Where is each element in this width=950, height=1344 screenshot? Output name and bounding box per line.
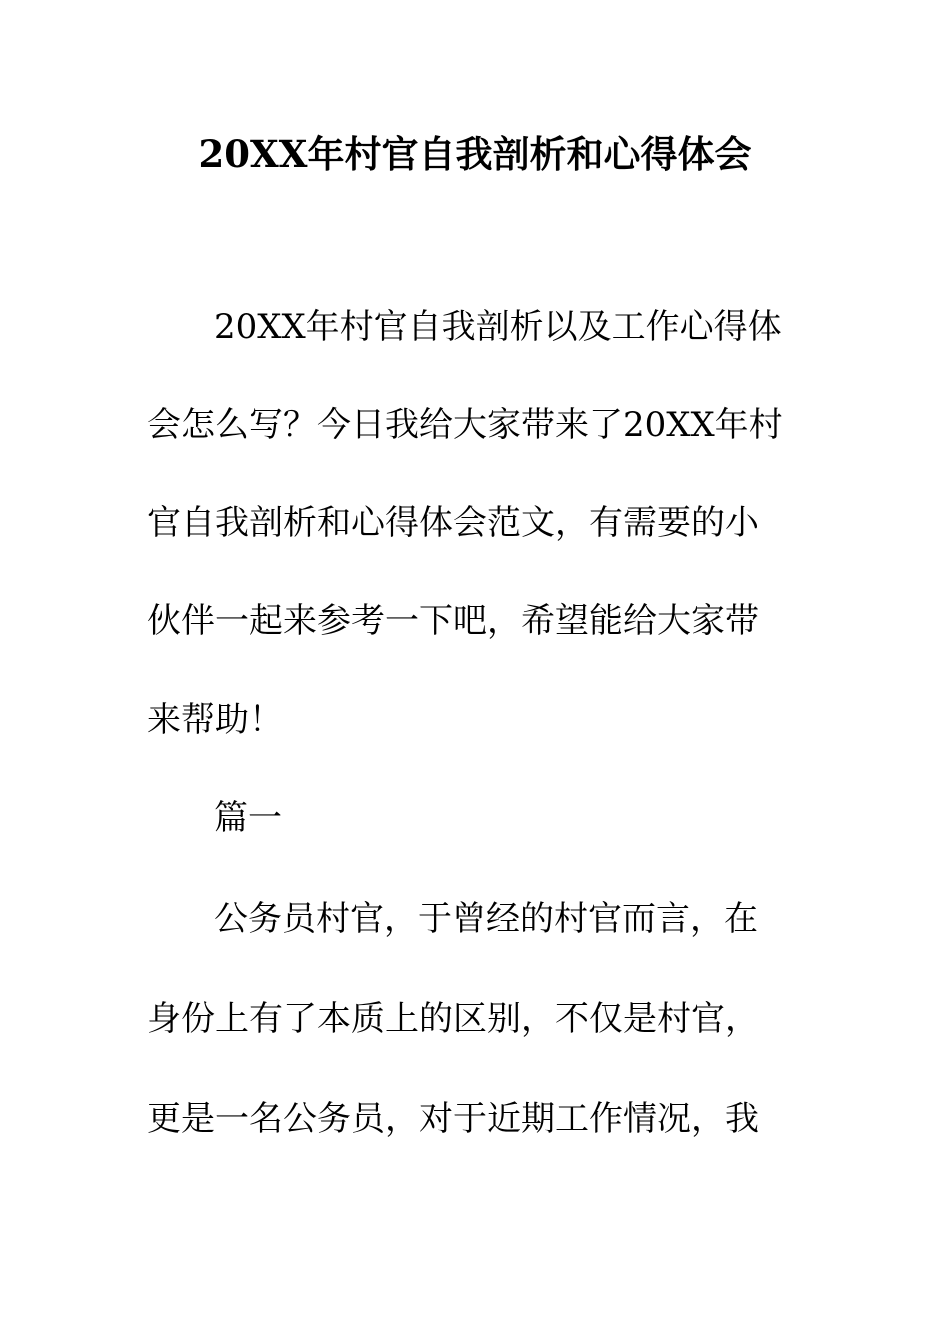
paragraph-line: 伙伴一起来参考一下吧，希望能给大家带 [147, 601, 759, 641]
paragraph-line: 官自我剖析和心得体会范文，有需要的小 [147, 503, 759, 543]
paragraph-line: 身份上有了本质上的区别，不仅是村官， [147, 999, 759, 1039]
paragraph-line: 更是一名公务员，对于近期工作情况，我 [147, 1099, 759, 1139]
document-title: 20XX年村官自我剖析和心得体会 [198, 132, 752, 176]
paragraph-line: 会怎么写？今日我给大家带来了20XX年村 [147, 405, 783, 445]
paragraph-line: 公务员村官，于曾经的村官而言，在 [214, 899, 758, 939]
paragraph-line: 来帮助！ [147, 700, 283, 740]
section-heading: 篇一 [214, 798, 282, 838]
paragraph-line: 20XX年村官自我剖析以及工作心得体 [214, 307, 782, 347]
